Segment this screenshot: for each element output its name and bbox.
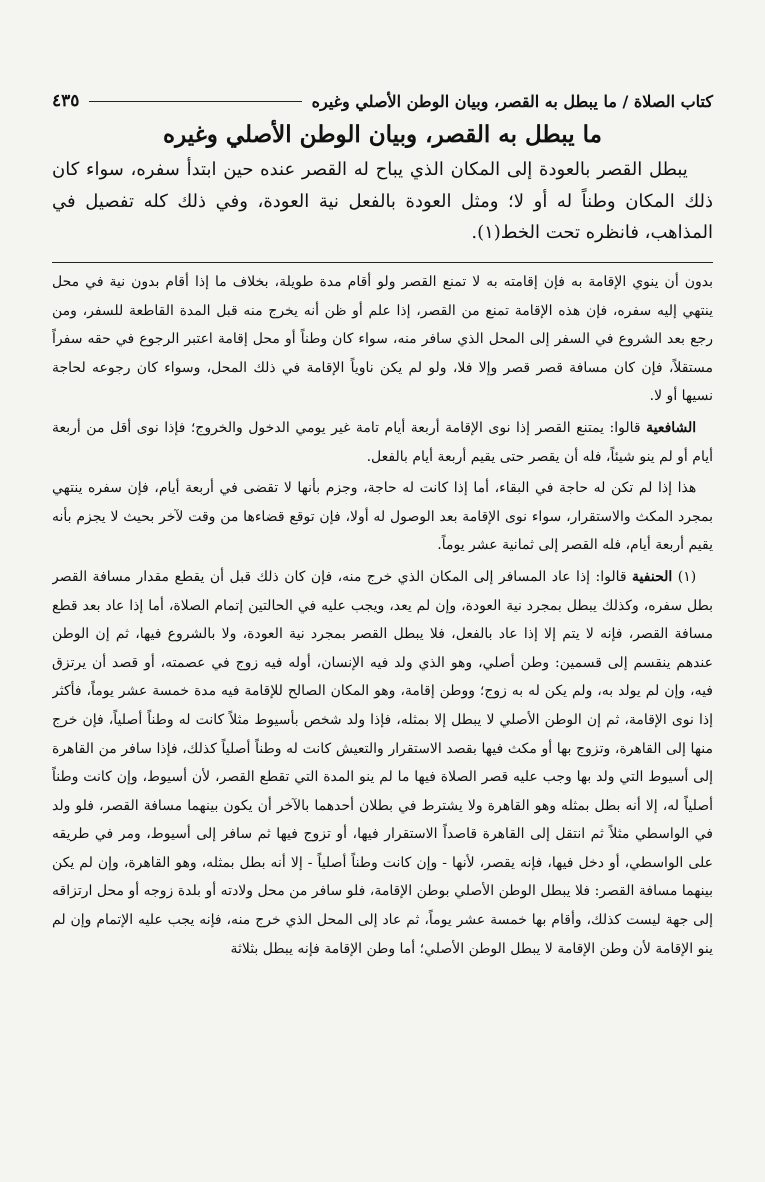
main-text — [52, 154, 713, 249]
shafii-text: قالوا: يمتنع القصر إذا نوى الإقامة أربعة أيام تامة غير يومي الدخول والخروج؛ فإذا نوى أقل من أربعة أيام أو لم ينو شيئاً، فله أن يقصر حتى يقيم أربعة أيام بالفعل. — [52, 419, 713, 465]
footnote-shafii-more: هذا إذا لم تكن له حاجة في البقاء، أما إذا كانت له حاجة، وجزم بأنها لا تقضى في أربعة أيام، فإن سفره ينتهي بمجرد المكث والاستقرار، سواء نوى الإقامة بعد الوصول له أولا، فإن توقع قضاءها من وقت لآخر بحيث لا يجزم بأنه يقيم أربعة أيام، فله القصر إلى ثمانية عشر يوماً. — [52, 480, 713, 554]
footnote-hanafi — [52, 563, 713, 963]
main-paragraph: يبطل القصر بالعودة إلى المكان الذي يباح له القصر عنده حين ابتدأ سفره، سواء كان ذلك المكان وطناً له أو لا؛ ومثل العودة بالفعل نية العودة، وفي ذلك كله تفصيل في المذاهب، فانظره تحت الخط(١). — [52, 159, 713, 243]
footnote-continuation: بدون أن ينوي الإقامة به فإن إقامته به لا تمنع القصر ولو أقام مدة طويلة، بخلاف ما إذا أقام بدون نية في محل ينتهي إليه سفره، فإن هذه الإقامة تمنع من القصر، إذا علم أو ظن أنه يخرج منه قبل المدة القاطعة للسفر، ومن رجع بعد الشروع في السفر إلى المحل الذي سافر منه، سواء كان وطناً أو محل إقامة اعتبر الرجوع في حقه سفراً مستقلاً، فإن كان مسافة قصر قصر وإلا فلا، ولو لم يكن ناوياً الإقامة في ذلك المحل، وسواء كان رجوعه لحاجة نسيها أو لا. — [52, 274, 713, 405]
footnote-number: (١) — [677, 568, 697, 585]
footnotes — [52, 268, 713, 1170]
footnote-shafii — [52, 414, 713, 471]
school-label-hanafi: الحنفية — [632, 568, 673, 585]
header-rule — [89, 101, 301, 102]
school-label-shafii: الشافعية — [646, 419, 697, 436]
section-title: ما يبطل به القصر، وبيان الوطن الأصلي وغيره — [163, 121, 602, 148]
running-header — [52, 86, 713, 116]
hanafi-text: قالوا: إذا عاد المسافر إلى المكان الذي خرج منه، فإن كان ذلك قبل أن يقطع مقدار مسافة القصر بطل سفره، وكذلك يبطل بمجرد نية العودة، وإن لم يعد، ويجب عليه في الحالتين إتمام الصلاة، أما إذا عاد بعد قطع مسافة القصر، فإنه لا يتم إلا إذا عاد بالفعل، فلا يبطل القصر بمجرد نية العودة، ولا بالشروع فيها، ثم إن الوطن عندهم ينقسم إلى قسمين: وطن أصلي، وهو الذي ولد فيه الإنسان، أوله فيه زوج في عصمته، أو قصد أن يرتزق فيه، وإن لم يولد به، ولم يكن له به زوج؛ ووطن إقامة، وهو المكان الصالح للإقامة فيه مدة خمسة عشر يوماً، فأكثر إذا نوى الإقامة، ثم إن الوطن الأصلي لا يبطل إلا بمثله، فإذا ولد شخص بأسيوط مثلاً كانت له وطناً أصلياً، فإن خرج منها إلى القاهرة، وتزوج بها أو مكث فيها بقصد الاستقرار والتعيش كانت له وطناً أصلياً كذلك، فإذا سافر من القاهرة إلى أسيوط التي ولد بها وجب عليه قصر الصلاة فيها ما لم ينو المدة التي تقطع القصر، لأن أسيوط، وإن كانت وطناً أصلياً له، إلا أنه بطل بمثله وهو القاهرة ولا يشترط في بطلان أحدهما بالآخر أن يكون بينهما مسافة القصر، فلو ولد في الواسطي مثلاً ثم انتقل إلى القاهرة قاصداً الاستقرار فيها، أو تزوج فيها ثم سافر إلى أسيوط، ومر في طريقه على الواسطي، أو دخل فيها، فإنه يقصر، لأنها - وإن كانت وطناً أصلياً - إلا أنه بطل بمثله، وهو القاهرة، وإن لم يكن بينهما مسافة القصر: فلا يبطل الوطن الأصلي بوطن الإقامة، فلو سافر من محل ولادته أو بلدة زوجه أو محل ارتزاقه إلى جهة ليست كذلك، وأقام بها خمسة عشر يوماً، ثم عاد إلى المحل الذي خرج منه، فإنه يجب عليه الإتمام وإن لم ينو الإقامة لأن وطن الإقامة لا يبطل الوطن الأصلي؛ أما وطن الإقامة فإنه يبطل بثلاثة — [52, 568, 713, 957]
header-title: كتاب الصلاة / ما يبطل به القصر، وبيان الوطن الأصلي وغيره — [311, 91, 713, 111]
page-number: ٤٣٥ — [52, 91, 80, 111]
footnote-separator — [52, 262, 713, 263]
